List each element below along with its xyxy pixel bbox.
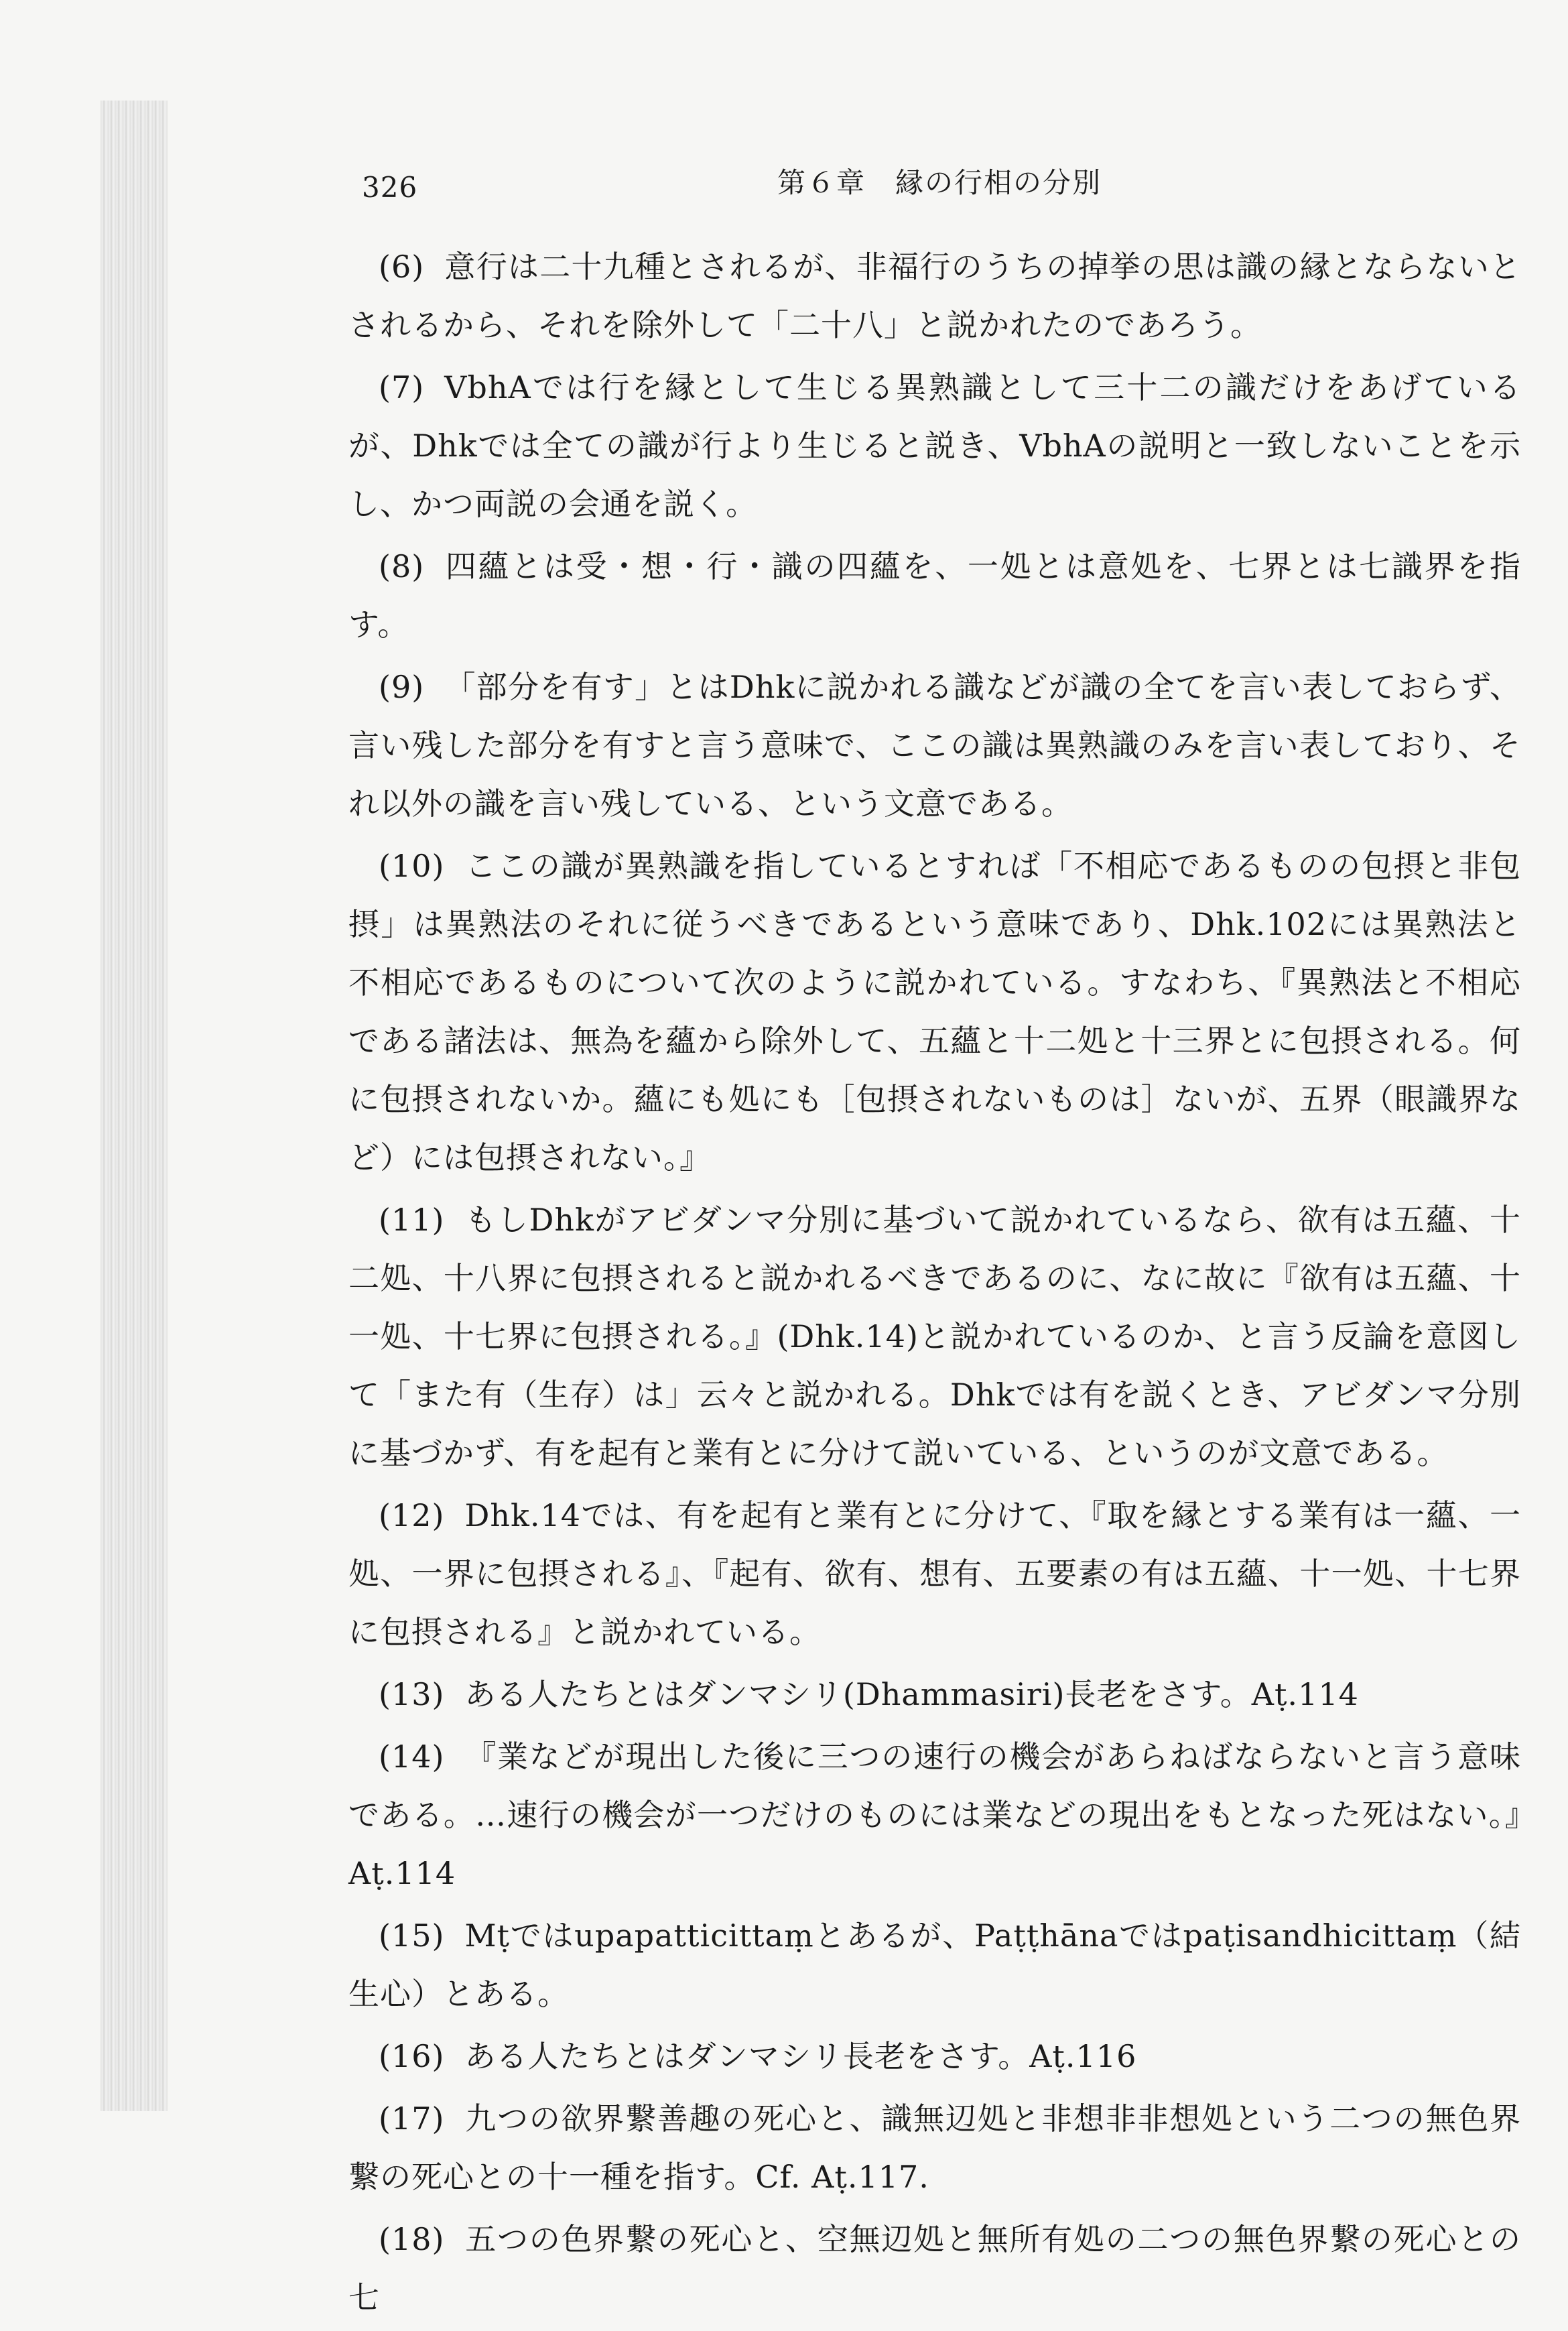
note-number: (8): [379, 548, 425, 584]
note-10: [348, 837, 1521, 1187]
note-text: ここの識が異熟識を指しているとすれば「不相応であるものの包摂と非包摂」は異熟法のそれに従うべきであるという意味であり、Dhk.102には異熟法と不相応であるものについて次のように説かれている。すなわち、『異熟法と不相応である諸法は、無為を蘊から除外して、五蘊と十二処と十三界とに包摂される。何に包摂されないか。蘊にも処にも［包摂されないものは］ないが、五界（眼識界など）には包摂されない。』: [348, 848, 1521, 1176]
note-12: [348, 1487, 1521, 1661]
scan-edge-shadow: [101, 101, 168, 2111]
note-15: [348, 1907, 1521, 2023]
note-6: [348, 238, 1521, 355]
note-number: (13): [379, 1676, 445, 1712]
page-number: 326: [362, 171, 418, 204]
notes-body: [348, 238, 1521, 2331]
note-11: [348, 1191, 1521, 1483]
note-text: Mṭではupapatticittaṃとあるが、Paṭṭhānaではpaṭisandhicittaṃ（結生心）とある。: [348, 1917, 1521, 2012]
note-text: Dhk.14では、有を起有と業有とに分けて、『取を縁とする業有は一蘊、一処、一界に包摂される』、『起有、欲有、想有、五要素の有は五蘊、十一処、十七界に包摂される』と説かれている。: [348, 1497, 1521, 1650]
note-number: (7): [379, 369, 425, 405]
note-text: ある人たちとはダンマシリ長老をさす。Aṭ.116: [464, 2038, 1137, 2074]
note-text: ある人たちとはダンマシリ(Dhammasiri)長老をさす。Aṭ.114: [464, 1676, 1359, 1712]
note-17: [348, 2090, 1521, 2206]
note-16: [348, 2027, 1521, 2086]
note-text: もしDhkがアビダンマ分別に基づいて説かれているなら、欲有は五蘊、十二処、十八界に包摂されると説かれるべきであるのに、なに故に『欲有は五蘊、十一処、十七界に包摂される。』(Dhk.14)と説かれているのか、と言う反論を意図して「また有（生存）は」云々と説かれる。Dhkでは有を説くとき、アビダンマ分別に基づかず、有を起有と業有とに分けて説いている、というのが文意である。: [348, 1202, 1521, 1471]
note-text: 九つの欲界繋善趣の死心と、識無辺処と非想非非想処という二つの無色界繋の死心との十一種を指す。Cf. Aṭ.117.: [348, 2100, 1521, 2195]
note-8: [348, 538, 1521, 654]
note-text: 五つの色界繋の死心と、空無辺処と無所有処の二つの無色界繋の死心との七: [348, 2221, 1521, 2316]
note-9: [348, 658, 1521, 833]
note-number: (10): [379, 848, 445, 884]
note-text: 意行は二十九種とされるが、非福行のうちの掉挙の思は識の縁とならないとされるから、それを除外して「二十八」と説かれたのであろう。: [348, 249, 1521, 343]
note-number: (12): [379, 1497, 445, 1533]
running-head: 第６章 縁の行相の分別: [777, 166, 1102, 199]
note-number: (14): [379, 1739, 445, 1775]
note-number: (6): [379, 249, 425, 285]
note-text: 四蘊とは受・想・行・識の四蘊を、一処とは意処を、七界とは七識界を指す。: [348, 548, 1522, 643]
note-text: VbhAでは行を縁として生じる異熟識として三十二の識だけをあげているが、Dhkでは全ての識が行より生じると説き、VbhAの説明と一致しないことを示し、かつ両説の会通を説く。: [348, 369, 1521, 522]
note-number: (15): [379, 1917, 445, 1954]
note-13: [348, 1665, 1521, 1724]
note-number: (9): [379, 669, 425, 705]
note-number: (17): [379, 2100, 445, 2137]
note-number: (18): [379, 2221, 445, 2257]
note-14: [348, 1728, 1521, 1903]
note-number: (11): [379, 1202, 445, 1238]
note-text: 『業などが現出した後に三つの速行の機会があらねばならないと言う意味である。…速行の機会が一つだけのものには業などの現出をもとなった死はない。』Aṭ.114: [348, 1739, 1521, 1891]
note-18: [348, 2210, 1521, 2327]
note-text: 「部分を有す」とはDhkに説かれる識などが識の全てを言い表しておらず、言い残した部分を有すと言う意味で、ここの識は異熟識のみを言い表しており、それ以外の識を言い残している、という文意である。: [348, 669, 1521, 822]
note-number: (16): [379, 2038, 445, 2074]
note-7: [348, 359, 1521, 533]
